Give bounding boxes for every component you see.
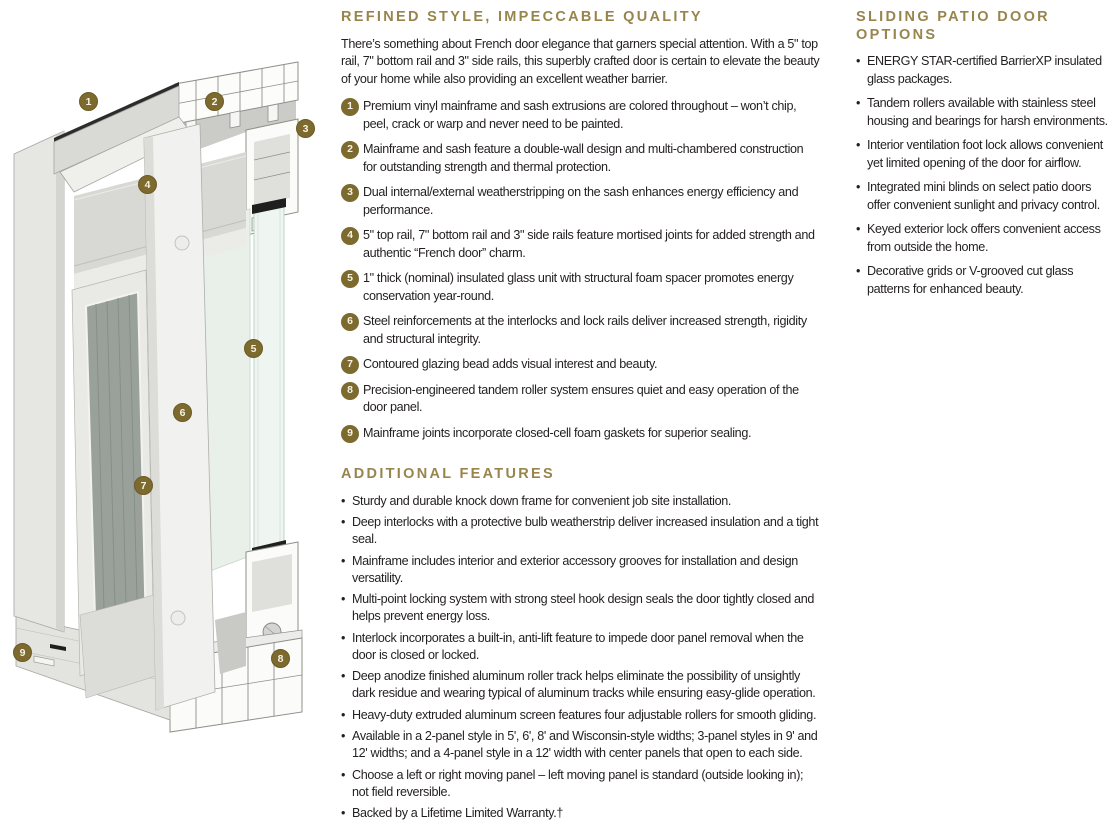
item-number-badge: 1 xyxy=(341,98,359,116)
callout-badge-4: 4 xyxy=(138,175,157,194)
item-text: 5" top rail, 7" bottom rail and 3" side rails feature mortised joints for added strength and authentic “French door” charm. xyxy=(363,228,815,260)
option-bullet: • ENERGY STAR-certified BarrierXP insulated glass packages. xyxy=(856,53,1108,88)
section-heading-options: SLIDING PATIO DOOR OPTIONS xyxy=(856,9,1050,43)
callout-badge-2: 2 xyxy=(205,92,224,111)
options-column xyxy=(856,9,1108,305)
numbered-item xyxy=(341,141,820,176)
numbered-item xyxy=(341,425,820,443)
callout-badge-9: 9 xyxy=(13,643,32,662)
door-cutaway-drawing xyxy=(6,60,324,735)
feature-bullet: • Interlock incorporates a built-in, anti-lift feature to impede door panel removal when the door is closed or locked. xyxy=(341,630,820,664)
feature-bullet: • Available in a 2-panel style in 5', 6', 8' and Wisconsin-style widths; 3-panel styles in 9' and 12' widths; and a 4-panel style in a 12' width with center panels that open to each side. xyxy=(341,728,820,762)
callout-badge-3: 3 xyxy=(296,119,315,138)
feature-bullet: • Sturdy and durable knock down frame for convenient job site installation. xyxy=(341,493,820,510)
feature-bullet: • Choose a left or right moving panel – left moving panel is standard (outside looking in); not field reversible. xyxy=(341,767,820,801)
callout-badge-7: 7 xyxy=(134,476,153,495)
numbered-item xyxy=(341,98,820,133)
numbered-item xyxy=(341,356,820,374)
section-heading-additional-features: ADDITIONAL FEATURES xyxy=(341,466,555,482)
feature-bullet: • Mainframe includes interior and exterior accessory grooves for installation and design versatility. xyxy=(341,553,820,587)
numbered-item xyxy=(341,184,820,219)
item-number-badge: 3 xyxy=(341,184,359,202)
item-number-badge: 5 xyxy=(341,270,359,288)
intro-paragraph: There’s something about French door elegance that garners special attention. With a 5" top rail, 7" bottom rail and 3" side rails, this superbly crafted door is certain to elevate the beauty of your home while also providing an excellent weather barrier. xyxy=(341,36,820,86)
callout-badge-6: 6 xyxy=(173,403,192,422)
item-text: Precision-engineered tandem roller system ensures quiet and easy operation of the door panel. xyxy=(363,382,799,414)
option-bullet: • Decorative grids or V-grooved cut glass patterns for enhanced beauty. xyxy=(856,263,1108,298)
item-number-badge: 7 xyxy=(341,356,359,374)
numbered-feature-list xyxy=(341,98,820,442)
section-heading-quality: REFINED STYLE, IMPECCABLE QUALITY xyxy=(341,9,703,25)
option-bullet: • Interior ventilation foot lock allows convenient yet limited opening of the door for airflow. xyxy=(856,137,1108,172)
callout-badge-8: 8 xyxy=(271,649,290,668)
item-text: Mainframe and sash feature a double-wall design and multi-chambered construction for outstanding strength and thermal protection. xyxy=(363,142,804,174)
item-number-badge: 2 xyxy=(341,141,359,159)
feature-bullet: • Multi-point locking system with strong steel hook design seals the door tightly closed and helps prevent energy loss. xyxy=(341,591,820,625)
item-text: Contoured glazing bead adds visual interest and beauty. xyxy=(363,357,658,371)
option-bullet: • Tandem rollers available with stainless steel housing and bearings for harsh environments. xyxy=(856,95,1108,130)
item-number-badge: 4 xyxy=(341,227,359,245)
feature-bullet: • Deep anodize finished aluminum roller track helps eliminate the possibility of unsightly dark residue and wearing typical of aluminum tracks while ensuring easy-glide operation. xyxy=(341,668,820,702)
item-text: Premium vinyl mainframe and sash extrusions are colored throughout – won’t chip, peel, crack or warp and never need to be painted. xyxy=(363,99,797,131)
item-number-badge: 6 xyxy=(341,313,359,331)
numbered-item xyxy=(341,382,820,417)
item-text: Mainframe joints incorporate closed-cell foam gaskets for superior sealing. xyxy=(363,425,752,440)
numbered-item xyxy=(341,313,820,348)
callout-badge-5: 5 xyxy=(244,339,263,358)
feature-bullet: • Backed by a Lifetime Limited Warranty.† xyxy=(341,805,820,822)
option-bullet: • Integrated mini blinds on select patio doors offer convenient sunlight and privacy control. xyxy=(856,179,1108,214)
item-number-badge: 9 xyxy=(341,425,359,443)
option-bullet: • Keyed exterior lock offers convenient access from outside the home. xyxy=(856,221,1108,256)
item-text: Dual internal/external weatherstripping on the sash enhances energy efficiency and performance. xyxy=(363,185,799,217)
additional-features-list xyxy=(341,493,820,823)
item-text: Steel reinforcements at the interlocks and lock rails deliver increased strength, rigidity and structural integrity. xyxy=(363,314,807,346)
numbered-item xyxy=(341,270,820,305)
item-number-badge: 8 xyxy=(341,382,359,400)
feature-bullet: • Deep interlocks with a protective bulb weatherstrip deliver increased insulation and a tight seal. xyxy=(341,514,820,548)
options-list xyxy=(856,53,1108,298)
numbered-item xyxy=(341,227,820,262)
item-text: 1" thick (nominal) insulated glass unit with structural foam spacer promotes energy conservation year-round. xyxy=(363,271,794,303)
callout-badge-1: 1 xyxy=(79,92,98,111)
feature-bullet: • Heavy-duty extruded aluminum screen features four adjustable rollers for smooth gliding. xyxy=(341,707,820,724)
main-column xyxy=(341,9,820,827)
door-cutaway-illustration xyxy=(0,0,334,760)
